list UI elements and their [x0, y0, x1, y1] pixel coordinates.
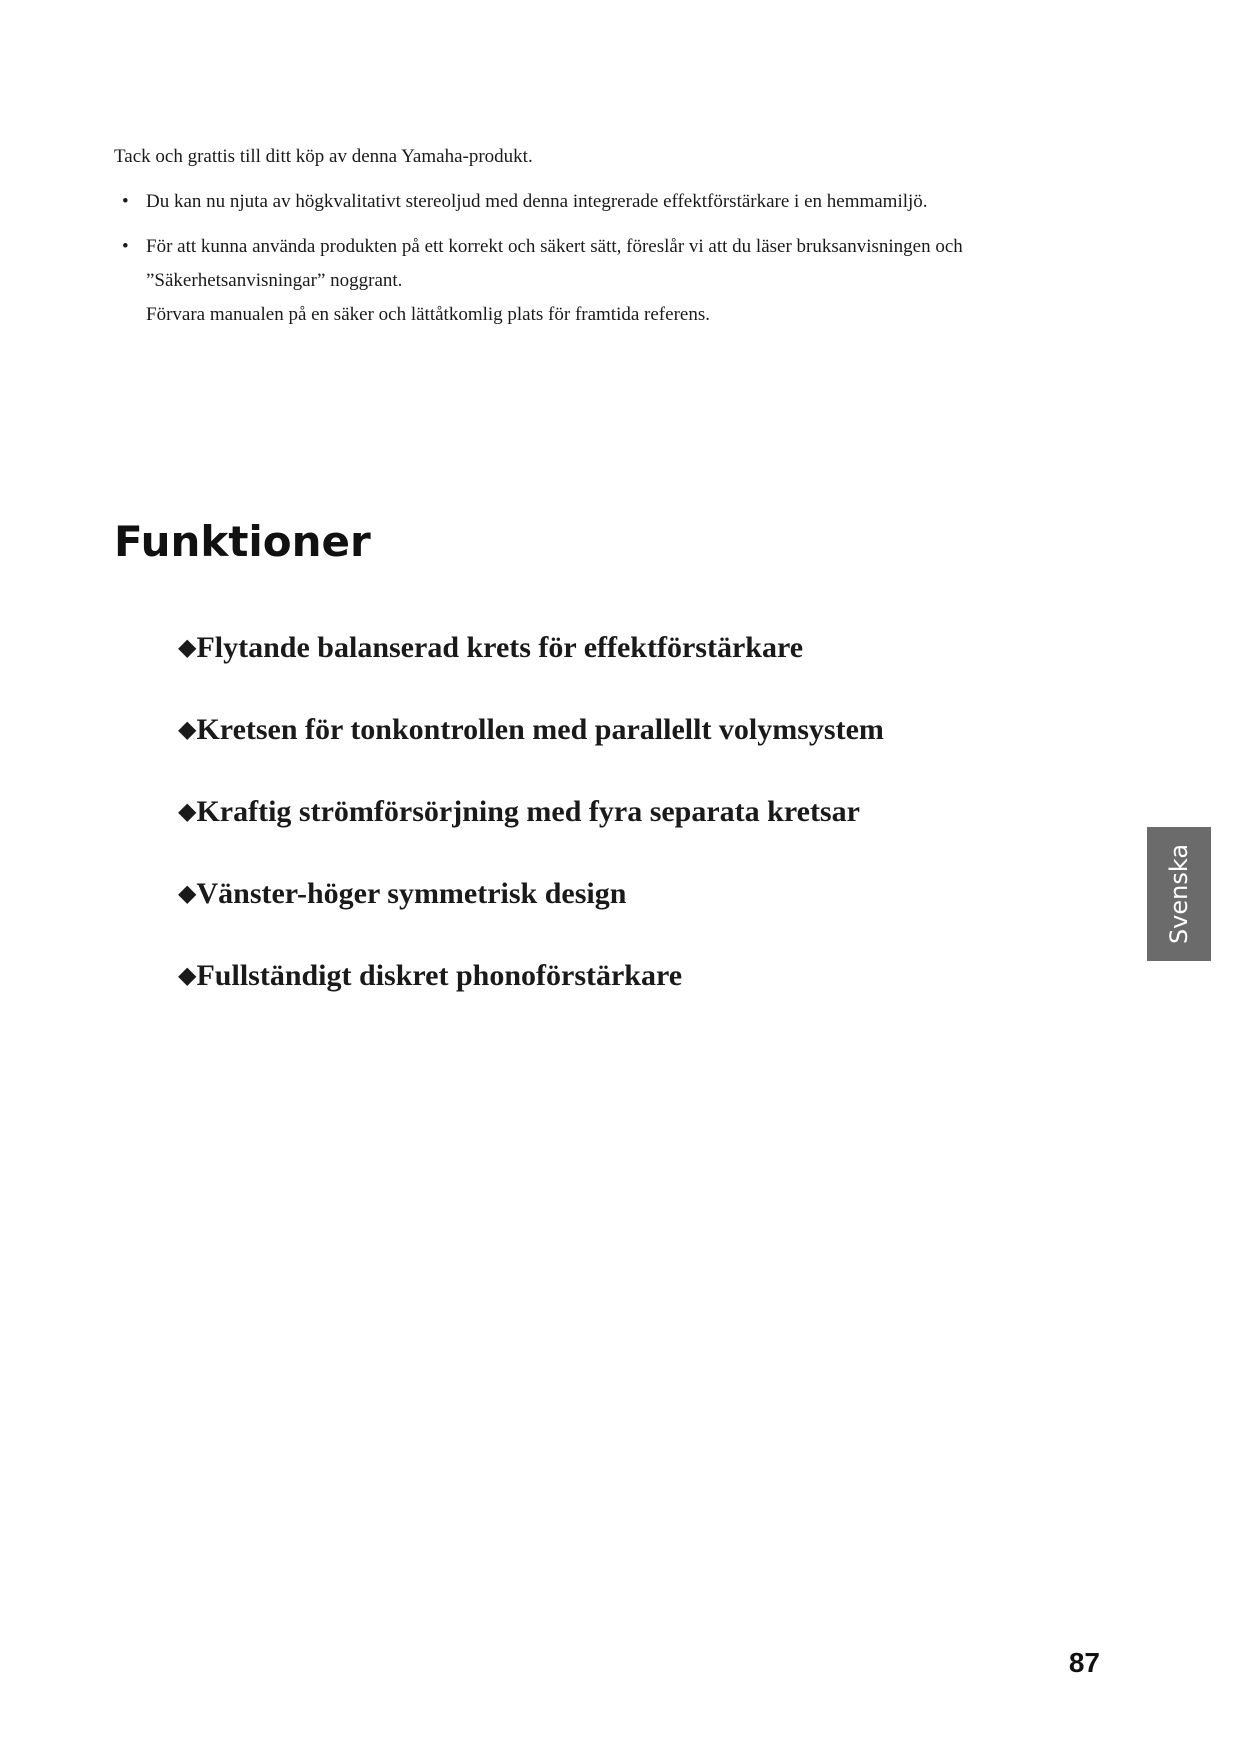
bullet-2-line-2: ”Säkerhetsanvisningar” noggrant. — [146, 270, 403, 291]
intro-bullet-1 — [114, 185, 1074, 219]
intro-bullet-list — [114, 185, 1074, 332]
feature-list — [178, 628, 884, 1038]
diamond-bullet-icon: ◆ — [178, 799, 197, 825]
language-tab-label: Svenska — [1165, 843, 1193, 945]
feature-item — [178, 710, 884, 792]
intro-text — [114, 140, 1074, 343]
bullet-dot-icon: • — [122, 191, 129, 212]
feature-label: Vänster-höger symmetrisk design — [196, 877, 627, 910]
diamond-bullet-icon: ◆ — [178, 963, 197, 989]
section-title: Funktioner — [114, 517, 371, 566]
language-side-tab — [1147, 827, 1211, 961]
feature-item — [178, 874, 884, 956]
page-number: 87 — [1068, 1647, 1100, 1678]
diamond-bullet-icon: ◆ — [178, 881, 197, 907]
feature-label: Flytande balanserad krets för effektförstärkare — [196, 631, 804, 664]
feature-label: Fullständigt diskret phonoförstärkare — [196, 959, 683, 992]
feature-item — [178, 628, 884, 710]
feature-item — [178, 792, 884, 874]
diamond-bullet-icon: ◆ — [178, 717, 197, 743]
feature-label: Kretsen för tonkontrollen med parallellt volymsystem — [196, 713, 884, 746]
bullet-2-line-1: För att kunna använda produkten på ett korrekt och säkert sätt, föreslår vi att du läser bruksanvisningen och — [146, 236, 963, 257]
diamond-bullet-icon: ◆ — [178, 635, 197, 661]
intro-bullet-2 — [114, 230, 1074, 332]
bullet-1-line-1: Du kan nu njuta av högkvalitativt stereoljud med denna integrerade effektförstärkare i en hemmamiljö. — [146, 191, 928, 212]
feature-item — [178, 956, 884, 1038]
intro-thanks: Tack och grattis till ditt köp av denna Yamaha-produkt. — [114, 146, 533, 167]
feature-label: Kraftig strömförsörjning med fyra separata kretsar — [196, 795, 860, 828]
bullet-2-line-3: Förvara manualen på en säker och lättåtkomlig plats för framtida referens. — [146, 304, 710, 325]
bullet-dot-icon: • — [122, 236, 129, 257]
